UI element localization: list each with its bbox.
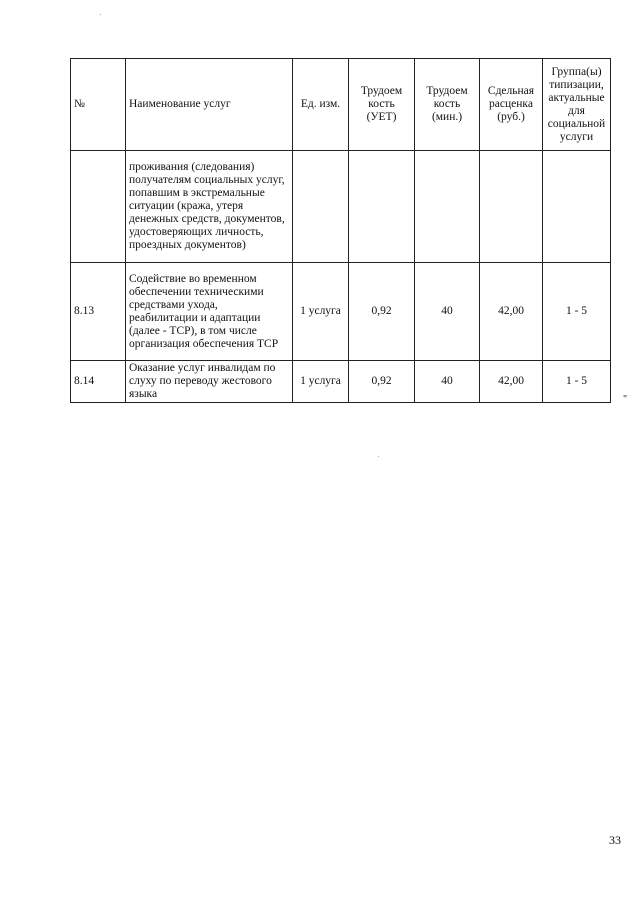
table-header-row <box>71 59 611 151</box>
row-service-name: Оказание услуг инвалидам по слуху по переводу жестового языка <box>126 361 293 403</box>
header-unit: Ед. изм. <box>293 59 349 151</box>
row-typing-groups: 1 - 5 <box>543 361 611 403</box>
header-labor-uet: Трудоем кость (УЕТ) <box>349 59 415 151</box>
page-number: 33 <box>609 833 621 847</box>
row-labor-uet: 0,92 <box>349 263 415 361</box>
row-labor-uet <box>349 151 415 263</box>
scan-speck <box>100 14 101 15</box>
table-row <box>71 263 611 361</box>
row-unit <box>293 151 349 263</box>
table-row <box>71 361 611 403</box>
row-piece-rate <box>480 151 543 263</box>
row-labor-min: 40 <box>415 361 480 403</box>
scan-speck <box>378 456 379 457</box>
row-piece-rate: 42,00 <box>480 263 543 361</box>
row-piece-rate: 42,00 <box>480 361 543 403</box>
row-labor-min: 40 <box>415 263 480 361</box>
header-typing-groups: Группа(ы) типизации, актуальные для социальной услуги <box>543 59 611 151</box>
header-number: № <box>71 59 126 151</box>
row-typing-groups: 1 - 5 <box>543 263 611 361</box>
row-typing-groups <box>543 151 611 263</box>
header-service-name: Наименование услуг <box>126 59 293 151</box>
row-labor-min <box>415 151 480 263</box>
header-labor-min: Трудоем кость (мин.) <box>415 59 480 151</box>
row-number: 8.13 <box>71 263 126 361</box>
row-number <box>71 151 126 263</box>
closing-quote: " <box>623 394 628 405</box>
row-unit: 1 услуга <box>293 361 349 403</box>
table-row <box>71 151 611 263</box>
row-service-name: Содействие во временном обеспечении техническими средствами ухода, реабилитации и адаптации (далее - ТСР), в том числе организация обеспечения ТСР <box>126 263 293 361</box>
row-number: 8.14 <box>71 361 126 403</box>
row-labor-uet: 0,92 <box>349 361 415 403</box>
row-service-name: проживания (следования) получателям социальных услуг, попавшим в экстремальные ситуации (кража, утеря денежных средств, документов, удостоверяющих личность, проездных документов) <box>126 151 293 263</box>
row-unit: 1 услуга <box>293 263 349 361</box>
header-piece-rate: Сдельная расценка (руб.) <box>480 59 543 151</box>
services-table <box>70 58 611 403</box>
